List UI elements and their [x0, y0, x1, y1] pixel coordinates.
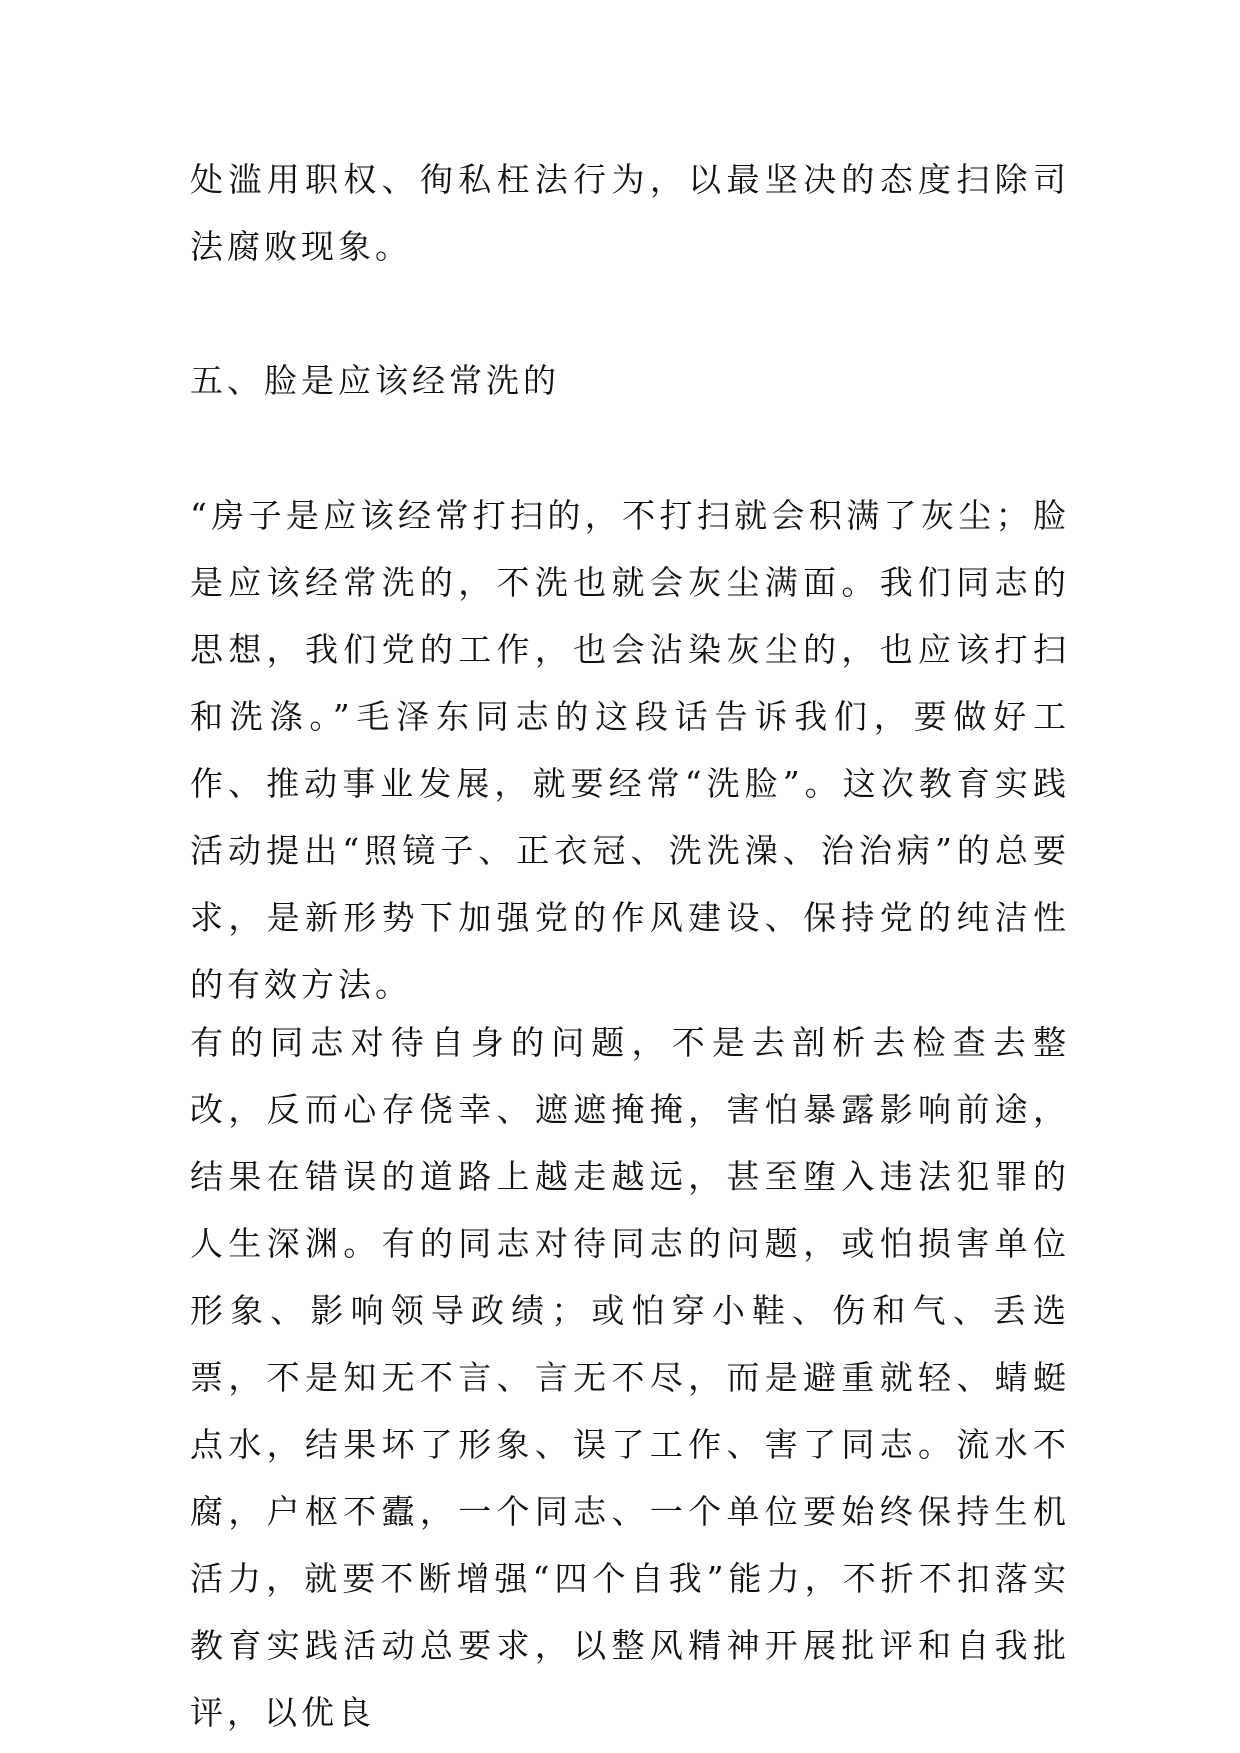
paragraph-body: 有的同志对待自身的问题，不是去剖析去检查去整改，反而心存侥幸、遮遮掩掩，害怕暴露影响前途，结果在错误的道路上越走越远，甚至堕入违法犯罪的人生深渊。有的同志对待同志的问题，或怕损害单位形象、影响领导政绩；或怕穿小鞋、伤和气、丢选票，不是知无不言、言无不尽，而是避重就轻、蜻蜓点水，结果坏了形象、误了工作、害了同志。流水不腐，户枢不蠹，一个同志、一个单位要始终保持生机活力，就要不断增强“四个自我”能力，不折不扣落实教育实践活动总要求，以整风精神开展批评和自我批评，以优良: [190, 1023, 1070, 1732]
paragraph-continuation: 处滥用职权、徇私枉法行为，以最坚决的态度扫除司法腐败现象。: [190, 160, 1070, 266]
paragraph-quote: “房子是应该经常打扫的，不打扫就会积满了灰尘；脸是应该经常洗的，不洗也就会灰尘满面。我们同志的思想，我们党的工作，也会沾染灰尘的，也应该打扫和洗涤。”毛泽东同志的这段话告诉我们，要做好工作、推动事业发展，就要经常“洗脸”。这次教育实践活动提出“照镜子、正衣冠、洗洗澡、治治病”的总要求，是新形势下加强党的作风建设、保持党的纯洁性的有效方法。: [190, 496, 1070, 1004]
section-heading: 五、脸是应该经常洗的: [190, 361, 560, 400]
